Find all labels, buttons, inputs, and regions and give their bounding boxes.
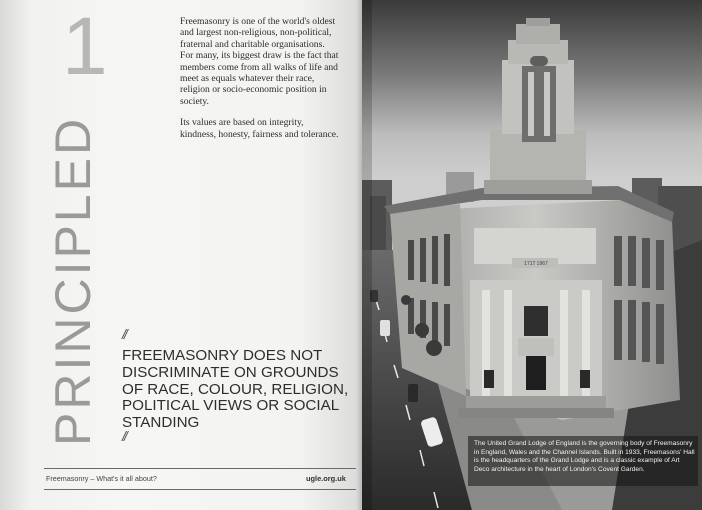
intro-text — [180, 16, 340, 150]
slash-mark-top: // — [122, 326, 126, 342]
footer-title: Freemasonry – What's it all about? — [46, 474, 157, 483]
intro-paragraph-2: Its values are based on integrity, kindness, honesty, fairness and tolerance. — [180, 117, 339, 140]
right-page — [362, 0, 702, 510]
page-number: 1 — [62, 1, 108, 92]
intro-paragraph-1: Freemasonry is one of the world's oldest and largest non-religious, non-political, fraternal and charitable organisations. For many, its biggest draw is the fact that members come from all walks of life and meet as equals whatever their race, religion or socio-economic position in society. — [180, 16, 339, 107]
headline: FREEMASONRY DOES NOT DISCRIMINATE ON GROUNDS OF RACE, COLOUR, RELIGION, POLITICAL VIEWS OR SOCIAL STANDING — [122, 347, 349, 432]
section-title-vertical: PRINCIPLED — [45, 115, 101, 446]
footer-rule-bottom — [44, 489, 356, 490]
photo-caption: The United Grand Lodge of England is the governing body of Freemasonry in England, Wales and the Channel Islands. Built in 1933, Freemasons' Hall is the headquarters of the Grand Lodge and is a classic example of Art Deco architecture in the heart of London's Covent Garden. — [474, 440, 695, 473]
building-inscription: 1717 1967 — [524, 261, 548, 267]
slash-mark-bottom: // — [122, 428, 126, 444]
central-facade — [458, 228, 614, 418]
gutter-shadow — [362, 0, 372, 510]
footer-rule-top — [44, 468, 356, 469]
freemasons-hall-photo — [362, 0, 702, 510]
footer-url[interactable]: ugle.org.uk — [306, 474, 346, 483]
